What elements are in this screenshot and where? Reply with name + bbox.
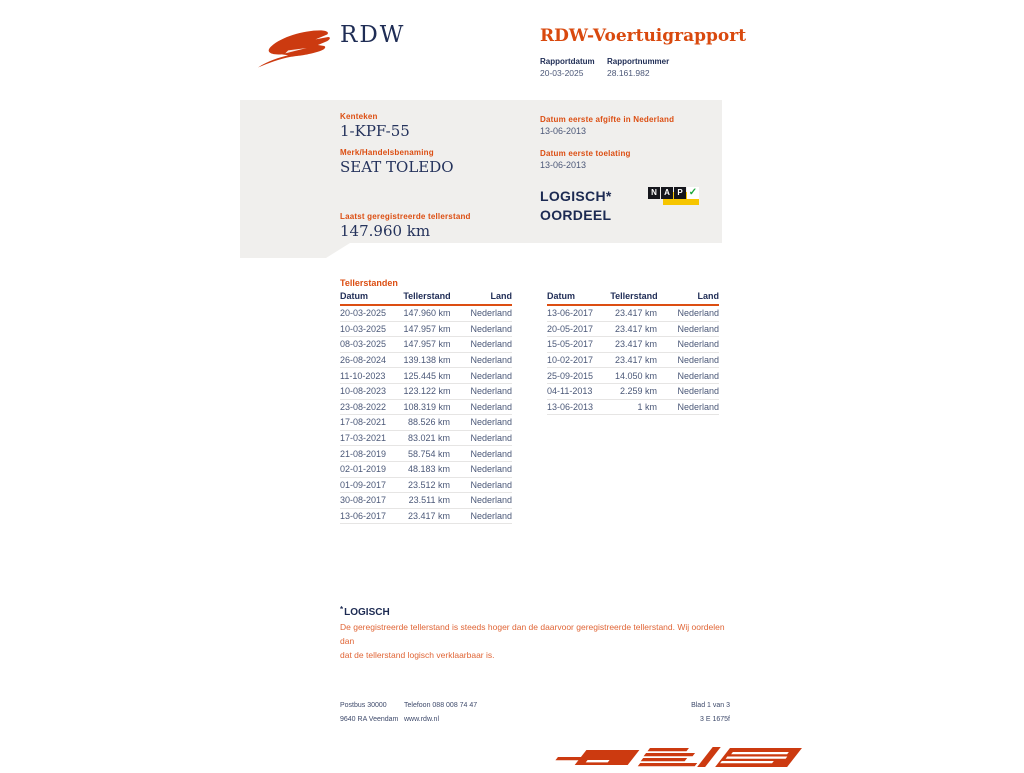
footer-address xyxy=(340,699,398,727)
table-cell: Nederland xyxy=(470,308,512,319)
table-row xyxy=(547,400,719,416)
table-cell: 13-06-2017 xyxy=(547,308,594,319)
table-cell: 15-05-2017 xyxy=(547,339,594,350)
tellerstanden-table-left xyxy=(340,291,512,524)
document-title: RDW-Voertuigrapport xyxy=(540,26,747,46)
table-row xyxy=(340,368,512,384)
col-header-datum: Datum xyxy=(340,291,369,301)
table-cell: Nederland xyxy=(470,401,512,412)
table-cell: Nederland xyxy=(470,464,512,475)
table-cell: 10-03-2025 xyxy=(340,323,387,334)
table-cell: 13-06-2013 xyxy=(547,401,594,412)
eerste-afgifte-label: Datum eerste afgifte in Nederland xyxy=(540,115,675,124)
table-cell: 20-05-2017 xyxy=(547,323,594,334)
table-cell: 88.526 km xyxy=(407,417,450,428)
footer-address-line1: Postbus 30000 xyxy=(340,702,387,709)
table-cell: 04-11-2013 xyxy=(547,386,593,397)
footer-form-code: 3 E 1675f xyxy=(700,716,730,723)
table-body xyxy=(340,306,512,524)
table-body xyxy=(547,306,719,415)
eerste-afgifte-value: 13-06-2013 xyxy=(540,126,587,136)
table-cell: 48.183 km xyxy=(407,464,450,475)
eerste-toelating-label: Datum eerste toelating xyxy=(540,149,631,158)
footer-website: www.rdw.nl xyxy=(404,716,440,723)
nap-letter-p: P xyxy=(674,187,686,199)
table-cell: 20-03-2025 xyxy=(340,308,387,319)
table-row xyxy=(340,306,512,322)
oordeel-line2: OORDEEL xyxy=(540,207,612,223)
col-header-teller: Tellerstand xyxy=(403,291,451,301)
footer-page-info xyxy=(630,699,730,727)
footer-contact xyxy=(404,699,477,727)
table-header-row xyxy=(340,291,512,306)
table-row xyxy=(547,368,719,384)
nap-letter-n: N xyxy=(648,187,660,199)
nap-letter-a: A xyxy=(661,187,673,199)
table-cell: 139.138 km xyxy=(403,355,451,366)
table-cell: Nederland xyxy=(677,401,719,412)
table-cell: 147.957 km xyxy=(403,323,451,334)
table-cell: 08-03-2025 xyxy=(340,339,387,350)
tellerstanden-table-right xyxy=(547,291,719,415)
table-row xyxy=(547,306,719,322)
table-cell: 23.417 km xyxy=(614,308,657,319)
table-cell: 14.050 km xyxy=(614,370,657,381)
table-cell: 23.417 km xyxy=(407,511,450,522)
oordeel-text xyxy=(540,187,612,225)
table-cell: 23.511 km xyxy=(408,495,450,506)
table-row xyxy=(340,322,512,338)
table-cell: Nederland xyxy=(470,386,512,397)
logisch-explanation-line2: dat de tellerstand logisch verklaarbaar is. xyxy=(340,650,495,660)
table-cell: 17-08-2021 xyxy=(340,417,387,428)
table-cell: 30-08-2017 xyxy=(340,495,387,506)
report-number-label: Rapportnummer xyxy=(607,57,670,66)
rdw-wing-logo-icon xyxy=(256,24,334,70)
table-cell: 108.319 km xyxy=(403,401,451,412)
report-number-value: 28.161.982 xyxy=(607,68,650,78)
table-row xyxy=(547,322,719,338)
table-cell: 26-08-2024 xyxy=(340,355,387,366)
table-row xyxy=(340,337,512,353)
table-cell: Nederland xyxy=(677,386,719,397)
report-date-label: Rapportdatum xyxy=(540,57,595,66)
table-cell: Nederland xyxy=(470,495,512,506)
logisch-explanation-line1: De geregistreerde tellerstand is steeds hoger dan de daarvoor geregistreerde tellerstand. Wij oordelen dan xyxy=(340,622,725,646)
table-row xyxy=(340,431,512,447)
table-cell: 10-02-2017 xyxy=(547,355,594,366)
kenteken-label: Kenteken xyxy=(340,112,378,121)
table-row xyxy=(547,384,719,400)
col-header-land: Land xyxy=(697,291,719,301)
table-cell: Nederland xyxy=(470,448,512,459)
report-date-value: 20-03-2025 xyxy=(540,68,584,78)
table-cell: Nederland xyxy=(677,370,719,381)
table-row xyxy=(340,509,512,525)
table-cell: 23.512 km xyxy=(407,479,450,490)
table-cell: 21-08-2019 xyxy=(340,448,387,459)
table-cell: Nederland xyxy=(470,355,512,366)
table-cell: 83.021 km xyxy=(407,433,450,444)
nap-check-icon: ✓ xyxy=(688,187,698,198)
table-row xyxy=(547,337,719,353)
col-header-teller: Tellerstand xyxy=(610,291,658,301)
col-header-datum: Datum xyxy=(547,291,576,301)
tellerstand-label: Laatst geregistreerde tellerstand xyxy=(340,212,471,221)
table-cell: 2.259 km xyxy=(619,386,657,397)
table-cell: 02-01-2019 xyxy=(340,464,387,475)
kenteken-value: 1-KPF-55 xyxy=(340,122,410,140)
table-row xyxy=(340,384,512,400)
eerste-toelating-value: 13-06-2013 xyxy=(540,160,587,170)
table-row xyxy=(340,462,512,478)
table-cell: Nederland xyxy=(470,339,512,350)
table-row xyxy=(340,400,512,416)
logisch-explanation xyxy=(340,620,740,662)
table-cell: 11-10-2023 xyxy=(340,370,386,381)
table-cell: 123.122 km xyxy=(403,386,451,397)
table-cell: 17-03-2021 xyxy=(340,433,387,444)
table-row xyxy=(340,415,512,431)
rdw-logo-text: RDW xyxy=(340,22,406,48)
table-cell: 25-09-2015 xyxy=(547,370,594,381)
table-cell: Nederland xyxy=(677,323,719,334)
table-row xyxy=(340,493,512,509)
footer-page-number: Blad 1 van 3 xyxy=(691,702,730,709)
table-cell: 58.754 km xyxy=(407,448,450,459)
nap-logo-icon xyxy=(648,185,700,211)
table-cell: 01-09-2017 xyxy=(340,479,387,490)
table-cell: 147.957 km xyxy=(403,339,451,350)
table-cell: Nederland xyxy=(470,511,512,522)
tellerstanden-section-title: Tellerstanden xyxy=(340,278,398,288)
footer-address-line2: 9640 RA Veendam xyxy=(340,716,399,723)
rdw-stripes-graphic-icon xyxy=(538,739,818,768)
table-cell: 23.417 km xyxy=(614,323,657,334)
table-row xyxy=(547,353,719,369)
table-cell: Nederland xyxy=(677,339,719,350)
table-cell: Nederland xyxy=(470,433,512,444)
table-header-row xyxy=(547,291,719,306)
oordeel-line1: LOGISCH* xyxy=(540,188,612,204)
table-cell: Nederland xyxy=(677,308,719,319)
table-cell: 23.417 km xyxy=(614,339,657,350)
table-row xyxy=(340,478,512,494)
table-cell: Nederland xyxy=(470,417,512,428)
logisch-heading-text: LOGISCH xyxy=(344,607,390,618)
col-header-land: Land xyxy=(490,291,512,301)
table-cell: Nederland xyxy=(677,355,719,366)
table-cell: Nederland xyxy=(470,323,512,334)
table-row xyxy=(340,353,512,369)
logisch-asterisk: * xyxy=(340,605,344,614)
table-cell: 1 km xyxy=(637,401,657,412)
table-cell: 23-08-2022 xyxy=(340,401,387,412)
table-cell: Nederland xyxy=(470,479,512,490)
table-cell: 13-06-2017 xyxy=(340,511,387,522)
merk-value: SEAT TOLEDO xyxy=(340,158,454,176)
footer-phone: Telefoon 088 008 74 47 xyxy=(404,702,478,709)
table-cell: 147.960 km xyxy=(403,308,451,319)
table-row xyxy=(340,446,512,462)
logisch-heading xyxy=(340,605,390,618)
table-cell: 23.417 km xyxy=(614,355,657,366)
tellerstand-value: 147.960 km xyxy=(340,222,431,240)
merk-label: Merk/Handelsbenaming xyxy=(340,148,434,157)
table-cell: 125.445 km xyxy=(403,370,451,381)
table-cell: Nederland xyxy=(470,370,512,381)
table-cell: 10-08-2023 xyxy=(340,386,387,397)
